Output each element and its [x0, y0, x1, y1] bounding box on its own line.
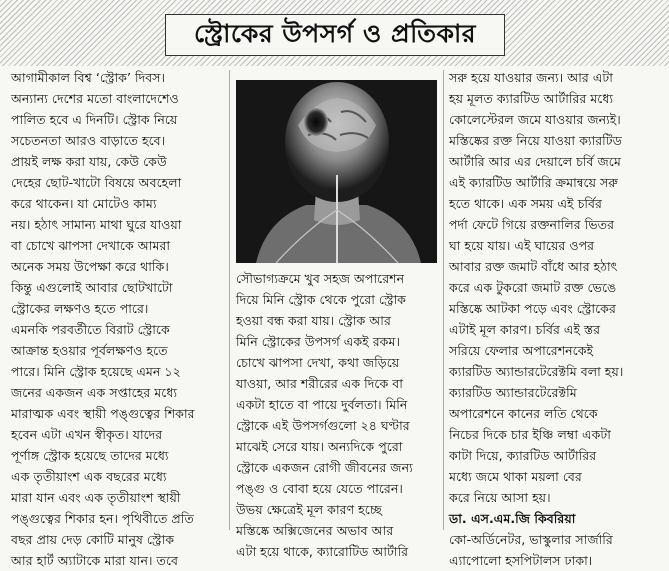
column-right — [449, 67, 664, 571]
article-line: পূর্ণাঙ্গ স্ট্রোক হয়েছে তাদের মধ্যে — [11, 448, 169, 463]
article-line: হওয়া বন্ধ করা যায়। স্ট্রোক আর — [236, 313, 391, 328]
article-line: হবেন এটা এখন স্বীকৃত। যাদের — [11, 427, 163, 442]
article-line: সচেতনতা আরও বাড়াতে হবে। — [11, 133, 166, 148]
article-line: হতে থাকে। এক সময় এই চর্বির — [449, 196, 602, 211]
article-line: বছর প্রায় দেড় কোটি মানুষ স্ট্রোক — [11, 532, 175, 547]
article-line: মারা যান এবং এক তৃতীয়াংশ স্থায়ী — [11, 490, 181, 505]
article-line: আর্টারি আর এর দেয়ালে চর্বি জমে — [449, 154, 621, 169]
brain-illustration-icon — [236, 80, 437, 263]
article-line: যাওয়া, আর শরীরের এক দিকে বা — [236, 376, 403, 391]
article-line: মস্তিষ্কের রক্ত নিয়ে যাওয়া ক্যারটিড — [449, 133, 622, 148]
article-line: করে থাকেন। যা মোটেও কাম্য — [11, 196, 157, 211]
article-line: হয় মূলত ক্যারটিড আর্টারির মধ্যে — [449, 91, 614, 106]
article-line: আবার রক্ত জমাট বাঁধে আর হঠাৎ — [449, 259, 618, 274]
article-line: সৌভাগ্যক্রমে খুব সহজ অপারেশন — [236, 271, 405, 286]
article-line: কিন্তু এগুলোই আবার ছোটখাটো — [11, 280, 173, 295]
article-line: সরিয়ে ফেলার অপারেশনকেই — [449, 343, 594, 358]
article-line: একটা হাতে বা পায়ে দুর্বলতা। মিনি — [236, 397, 408, 412]
byline-name: ডা. এস.এম.জি কিবরিয়া — [449, 511, 576, 526]
article-line: এই ক্যারটিড আর্টারি ক্রমান্বয়ে সরু — [449, 175, 618, 190]
article-line: স্ট্রোকে একজন রোগী জীবনের জন্য — [236, 460, 413, 475]
article-line: সরু হয়ে যাওয়ার জন্য। আর এটা — [449, 70, 613, 85]
column-middle — [236, 268, 436, 562]
article-line: মস্তিষ্কে আটকা পড়ে এবং স্ট্রোকের — [449, 301, 616, 316]
article-line: আক্রান্ত হওয়ার পূর্বলক্ষণও হতে — [11, 343, 168, 358]
article-line: পর্দা ফেটে গিয়ে রক্তনালির ভিতর — [449, 217, 615, 232]
article-line: অপারেশনে কানের লতি থেকে — [449, 406, 598, 421]
article-line: পঙ্গু ও বোবা হয়ে যেতে পারেন। — [236, 481, 403, 496]
article-line: দিয়ে মিনি স্ট্রোক থেকে পুরো স্ট্রোক — [236, 292, 406, 307]
article-line: করে নিয়ে আসা হয়। — [449, 490, 551, 505]
article-line: নিচের দিকে চার ইঞ্চি লম্বা একটা — [449, 427, 611, 442]
article-line: বা চোখে ঝাপসা দেখাকে আমরা — [11, 238, 171, 253]
column-left — [11, 67, 223, 571]
headline-box — [165, 14, 505, 56]
article-line: ঘা হয়ে যায়। এই ঘায়ের ওপর — [449, 238, 595, 253]
article-line: নয়। হঠাৎ সামান্য মাথা ঘুরে যাওয়া — [11, 217, 182, 232]
article-line: পঙ্গুত্বের শিকার হন। পৃথিবীতে প্রতি — [11, 511, 194, 526]
article-line: অন্যান্য দেশের মতো বাংলাদেশেও — [11, 91, 179, 106]
byline-role: কো-অর্ডিনেটর, ভাস্কুলার সার্জারি — [449, 532, 613, 547]
article-line: উভয় ক্ষেত্রেই মূল কারণ হচ্ছে — [236, 502, 382, 517]
byline-hospital: এ্যাপোলো হসপিটালস ঢাকা। — [449, 553, 593, 568]
article-line: মারাত্মক এবং স্থায়ী পঙ্গুত্বের শিকার — [11, 406, 195, 421]
article-line: আর হার্ট অ্যাটাকে মারা যান। তবে — [11, 553, 179, 568]
article-line: ক্যারটিড অ্যান্ডারটেরেক্টমি — [449, 385, 577, 400]
article-line: এটাই মূল কারণ। চর্বির এই স্তর — [449, 322, 600, 337]
article-line: মধ্যে জমে থাকা ময়লা বের — [449, 469, 582, 484]
article-line: এটা হয়ে থাকে, ক্যারোটিড আর্টারি — [236, 544, 409, 559]
article-line: পালিত হবে এ দিনটি। স্ট্রোক নিয়ে — [11, 112, 178, 127]
article-line: আগামীকাল বিশ্ব ‘স্ট্রোক’ দিবস। — [11, 70, 166, 85]
column-divider — [443, 70, 444, 530]
article-line: করে এক টুকরো জমাট রক্ত ভেঙে — [449, 280, 617, 295]
article-line: দেহের ছোট-খাটো বিষয়ে অবহেলা — [11, 175, 182, 190]
article-line: প্রায়ই লক্ষ করা যায়, কেউ কেউ — [11, 154, 167, 169]
headline: স্ট্রোকের উপসর্গ ও প্রতিকার — [193, 18, 477, 48]
article-line: স্ট্রোকের লক্ষণও হতে পারে। — [11, 301, 149, 316]
column-divider — [229, 70, 230, 530]
article-line: মাঝেই সেরে যায়। অন্যদিকে পুরো — [236, 439, 403, 454]
article-line: কাটা দিয়ে, ক্যারটিড আর্টারির — [449, 448, 597, 463]
article-line: পারে। মিনি স্ট্রোক হয়েছে এমন ১২ — [11, 364, 181, 379]
article-line: মিনি স্ট্রোকের উপসর্গ একই রকম। — [236, 334, 400, 349]
article-line: চোখে ঝাপসা দেখা, কথা জড়িয়ে — [236, 355, 400, 370]
article-line: মস্তিষ্কে অক্সিজেনের অভাব আর — [236, 523, 394, 538]
article-line: এমনকি পরবর্তীতে বিরাট স্ট্রোকে — [11, 322, 170, 337]
article-line: কোলেস্টেরল জমে যাওয়ার জন্যই। — [449, 112, 621, 127]
article-line: অনেক সময় উপেক্ষা করে থাকি। — [11, 259, 169, 274]
article-line: ক্যারটিড অ্যান্ডারটেরেক্টমি বলা হয়। — [449, 364, 624, 379]
article-line: স্ট্রোকে এই উপসর্গগুলো ২৪ ঘণ্টার — [236, 418, 410, 433]
article-line: জনের একজন এক সপ্তাহের মধ্যে — [11, 385, 178, 400]
article-line: এক তৃতীয়াংশ এক বছরের মধ্যে — [11, 469, 167, 484]
